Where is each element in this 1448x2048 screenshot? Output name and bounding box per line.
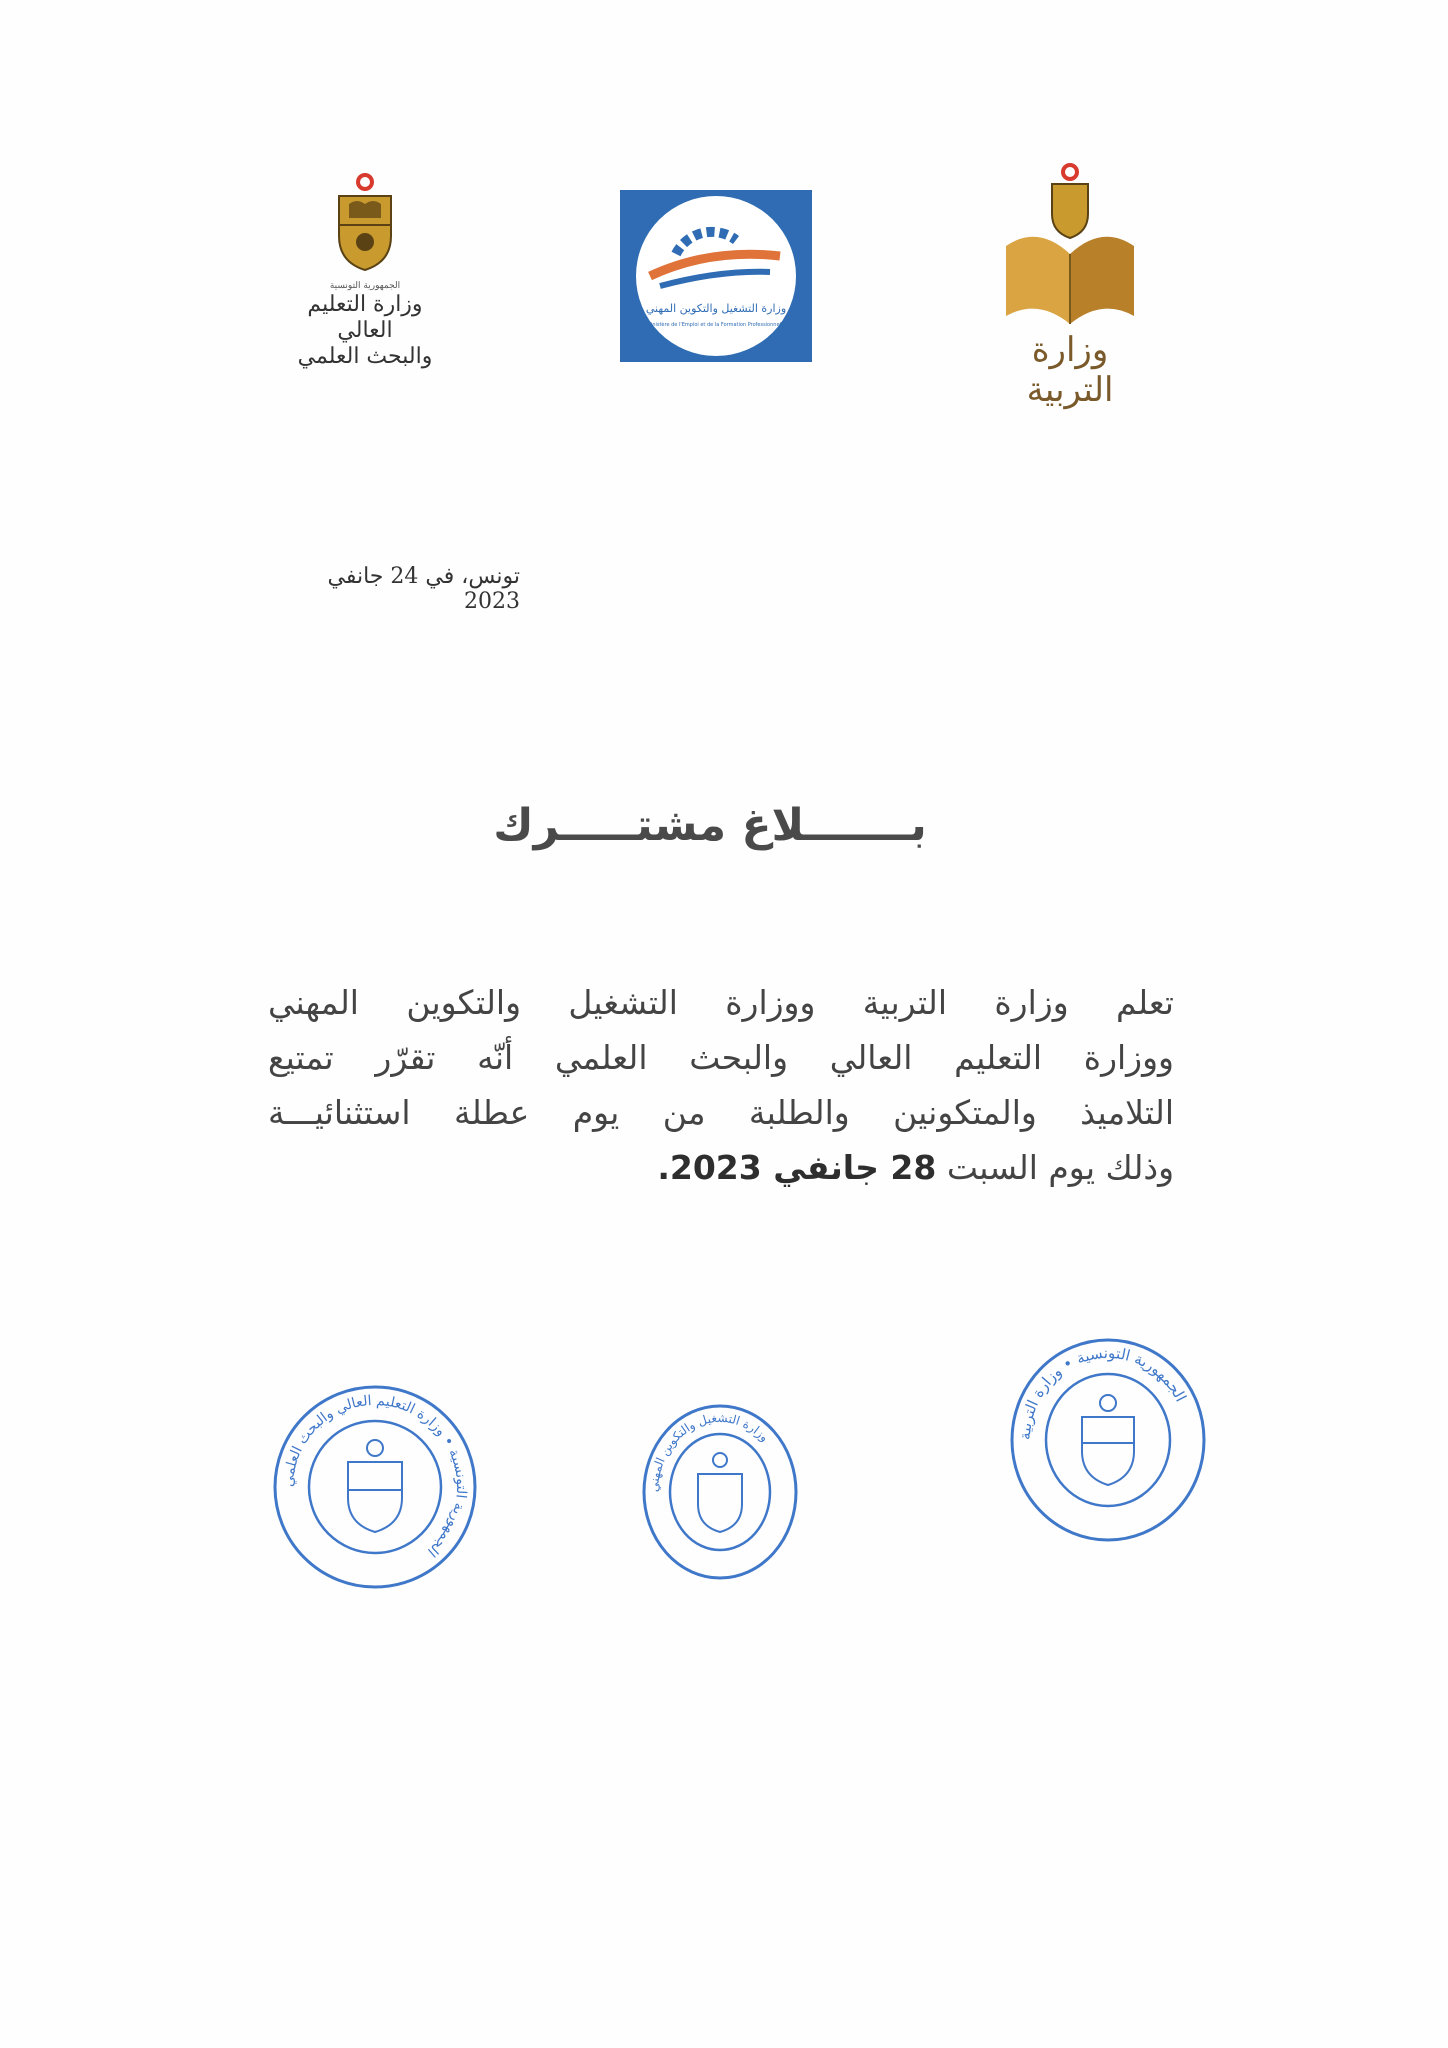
holiday-date: 28 جانفي 2023. bbox=[657, 1148, 937, 1187]
official-stamp-icon bbox=[640, 1402, 800, 1582]
body-line-3: التلاميذ والمتكونين والطلبة من يوم عطلة استثنائيـــة bbox=[268, 1093, 1174, 1132]
education-stamp-text: الجمهورية التونسية • وزارة التربية bbox=[1015, 1343, 1191, 1441]
employment-logo bbox=[620, 190, 812, 362]
education-logo bbox=[995, 160, 1145, 410]
document-title: بـــــــلاغ مشتـــــرك bbox=[493, 800, 927, 851]
official-stamp-icon bbox=[1008, 1335, 1208, 1545]
higher-education-name-line1: وزارة التعليم العالي bbox=[307, 292, 423, 343]
employment-logo-french-text: Ministère de l'Emploi et de la Formation Professionnelle bbox=[646, 322, 786, 328]
higher-education-small-text: الجمهورية التونسية bbox=[329, 281, 401, 291]
higher-education-name-line2: والبحث العلمي bbox=[297, 344, 433, 369]
higher-education-stamp bbox=[270, 1382, 480, 1592]
body-line-4 bbox=[268, 1140, 1174, 1195]
coat-of-arms-icon bbox=[325, 170, 405, 280]
body-line-4-prefix: وذلك يوم السبت bbox=[936, 1148, 1174, 1187]
employment-stamp bbox=[640, 1402, 800, 1582]
body-line-2: ووزارة التعليم العالي والبحث العلمي أنّه تقرّر تمتيع bbox=[268, 1038, 1174, 1077]
employment-stamp-text: وزارة التشغيل والتكوين المهني bbox=[646, 1410, 772, 1493]
employment-emblem-icon bbox=[620, 190, 812, 362]
book-emblem-icon bbox=[1000, 160, 1140, 330]
svg-text:وزارة التشغيل والتكوين المهني bbox=[647, 1411, 772, 1493]
education-name: وزارة التربية bbox=[1026, 330, 1114, 410]
body-line-1: تعلم وزارة التربية ووزارة التشغيل والتكوين المهني bbox=[268, 983, 1174, 1022]
higher-education-logo bbox=[290, 170, 440, 370]
employment-logo-arabic-text: وزارة التشغيل والتكوين المهني bbox=[645, 302, 787, 315]
announcement-body bbox=[268, 975, 1174, 1195]
official-stamp-icon bbox=[270, 1382, 480, 1592]
education-stamp bbox=[1008, 1335, 1208, 1545]
higher-education-stamp-text: الجمهورية التونسية • وزارة التعليم العالي والبحث العلمي bbox=[280, 1392, 470, 1560]
document-date: تونس، في 24 جانفي 2023 bbox=[327, 564, 520, 614]
